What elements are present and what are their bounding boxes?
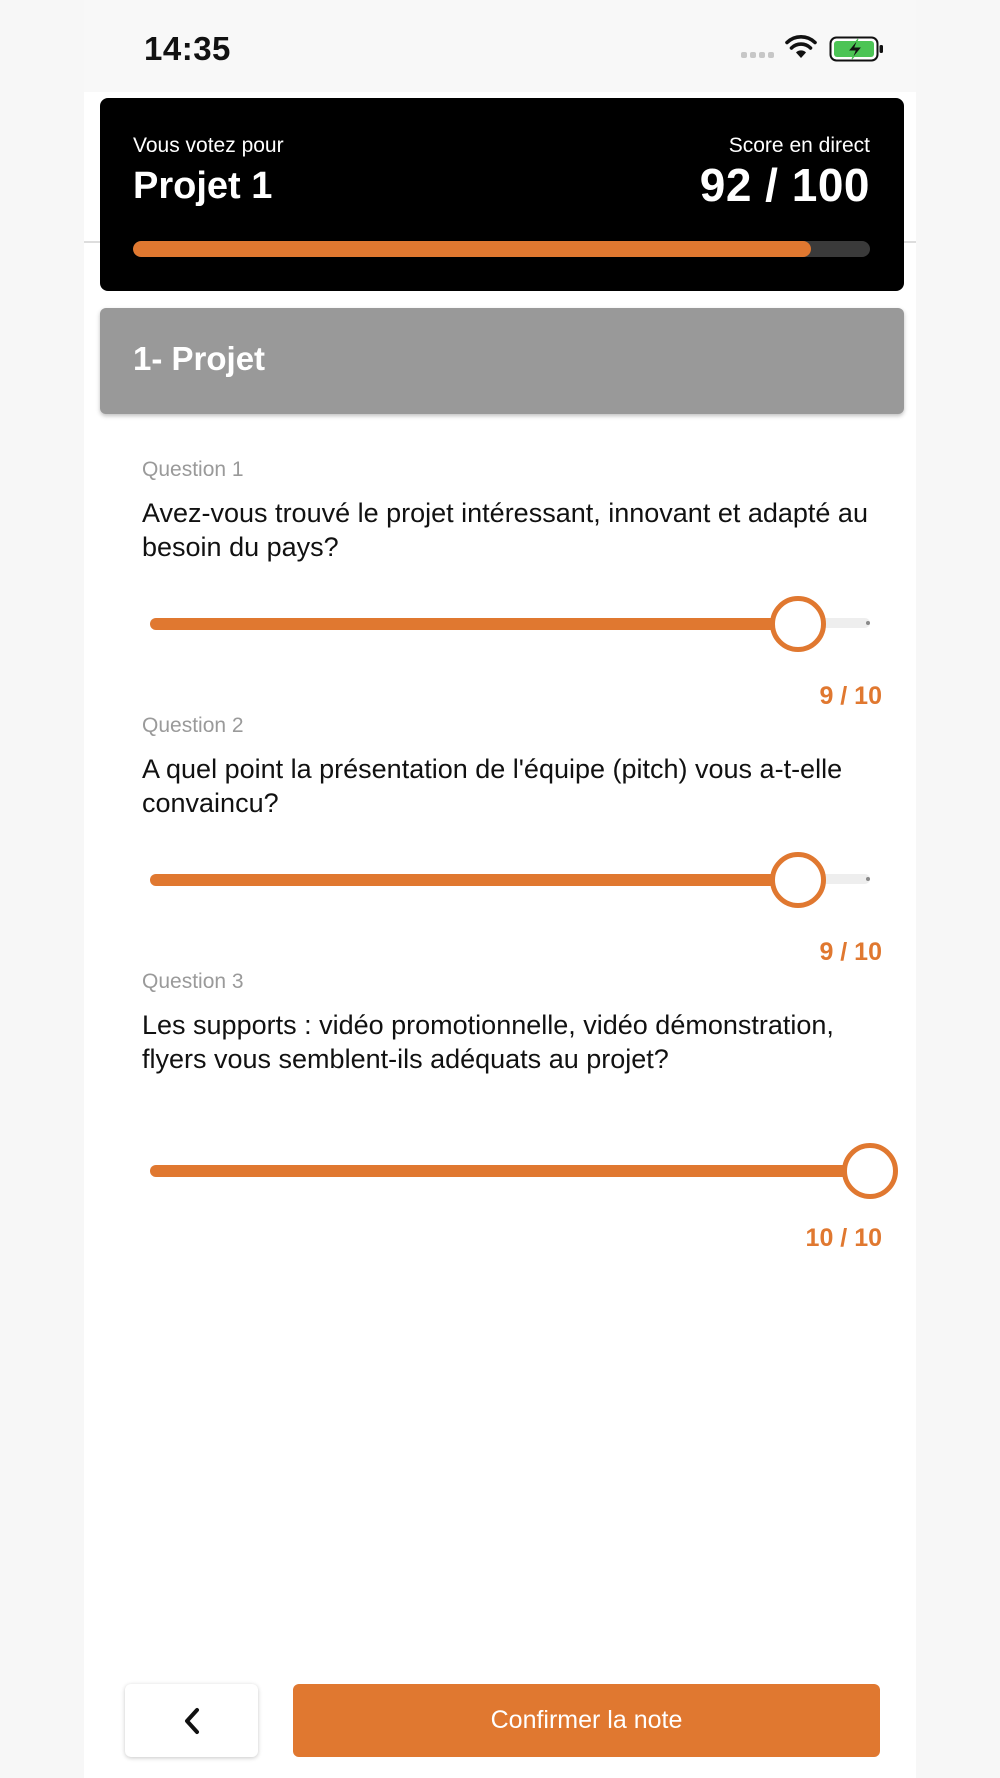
live-score-label: Score en direct [728,134,870,157]
question-score: 9 / 10 [819,938,882,966]
vote-label: Vous votez pour [133,134,284,157]
score-slider[interactable] [150,1140,870,1200]
live-score-value: 92 / 100 [699,159,870,211]
question-label: Question 1 [142,458,244,481]
slider-thumb[interactable] [842,1143,898,1199]
slider-fill [150,618,798,630]
score-progress-fill [133,241,811,257]
question-block [142,714,882,964]
slider-fill [150,1165,870,1177]
slider-fill [150,874,798,886]
slider-end-dot [866,877,870,881]
question-text: Les supports : vidéo promotionnelle, vidéo démonstration, flyers vous semblent-ils adéquats au projet? [142,1010,834,1074]
section-title: 1- Projet [133,340,266,377]
question-label: Question 3 [142,970,244,993]
slider-thumb[interactable] [770,852,826,908]
status-bar [84,0,916,92]
chevron-left-icon [182,1707,202,1735]
question-block [142,458,882,708]
score-slider[interactable] [150,849,870,909]
cellular-signal-icon [741,52,774,58]
question-block [142,970,882,1260]
project-name: Projet 1 [133,165,273,207]
back-button[interactable] [125,1684,258,1757]
score-slider[interactable] [150,593,870,653]
confirm-rating-button[interactable]: Confirmer la note [293,1684,880,1757]
background-right [916,0,1000,1778]
phone-screen [84,0,916,1778]
slider-end-dot [866,621,870,625]
slider-thumb[interactable] [770,596,826,652]
question-score: 9 / 10 [819,682,882,710]
section-header[interactable] [100,308,904,414]
question-label: Question 2 [142,714,244,737]
status-time: 14:35 [144,30,231,67]
vote-header [100,98,904,291]
question-text: A quel point la présentation de l'équipe (pitch) vous a-t-elle convaincu? [142,754,843,818]
question-text: Avez-vous trouvé le projet intéressant, innovant et adapté au besoin du pays? [142,498,868,562]
battery-charging-icon [829,36,885,62]
question-score: 10 / 10 [805,1224,882,1252]
score-progress-bar [133,241,870,257]
wifi-icon [785,34,817,60]
background-left [0,0,84,1778]
